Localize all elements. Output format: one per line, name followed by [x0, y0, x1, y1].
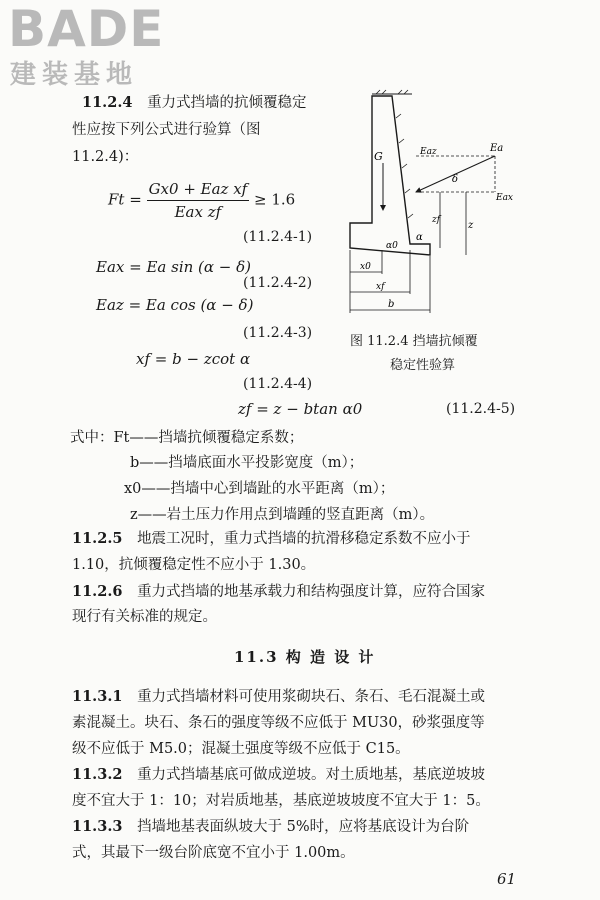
clause-text: 重力式挡墙的抗倾覆稳定	[147, 95, 307, 111]
equation-ft-fraction	[147, 178, 250, 223]
clause-11-3-1-line2: 素混凝土。块石、条石的强度等级不应低于 MU30，砂浆强度等	[72, 715, 485, 731]
clause-11-3-3-line2: 式，其最下一级台阶底宽不宜小于 1.00m。	[72, 845, 355, 861]
label-delta: δ	[452, 174, 459, 185]
clause-11-2-6-line1	[72, 580, 485, 604]
label-alpha0: α0	[386, 241, 398, 251]
clause-number: 11.3.1	[72, 688, 123, 705]
clause-11-2-5-line1	[72, 527, 471, 551]
clause-text: 地震工况时，重力式挡墙的抗滑移稳定系数不应小于	[137, 531, 471, 547]
label-zf: zf	[432, 215, 441, 225]
clause-11-3-3-line1	[72, 815, 469, 839]
equation-zf: zf = z − btan α0	[238, 400, 363, 418]
label-alpha: α	[416, 232, 423, 243]
equation-ft-denominator: Eax zf	[174, 203, 222, 221]
equation-xf: xf = b − zcot α	[136, 350, 251, 368]
label-b: b	[388, 299, 395, 310]
clause-11-3-1-line3: 级不应低于 M5.0；混凝土强度等级不应低于 C15。	[72, 741, 410, 757]
where-z: z——岩土压力作用点到墙踵的竖直距离（m）。	[130, 507, 435, 523]
clause-text: 重力式挡墙基底可做成逆坡。对土质地基，基底逆坡坡	[137, 767, 486, 783]
equation-ft	[108, 178, 295, 223]
equation-ft-numerator: Gx0 + Eaz xf	[147, 178, 250, 201]
equation-number-1: (11.2.4-1)	[243, 229, 313, 245]
logo-wordmark: BADE	[8, 0, 165, 58]
where-intro: 式中：Ft——挡墙抗倾覆稳定系数；	[70, 430, 304, 446]
section-heading: 11.3 构 造 设 计	[234, 648, 376, 666]
clause-11-2-4-line3: 11.2.4)：	[72, 149, 139, 165]
equation-ft-lhs: Ft =	[108, 190, 142, 209]
clause-11-2-6-line2: 现行有关标准的规定。	[72, 609, 217, 625]
equation-number-3: (11.2.4-3)	[243, 325, 313, 341]
clause-11-2-4-line2: 性应按下列公式进行验算（图	[72, 122, 261, 138]
clause-number: 11.3.2	[72, 766, 123, 783]
clause-number: 11.2.4	[82, 94, 133, 111]
clause-number: 11.3.3	[72, 818, 123, 835]
clause-number: 11.2.5	[72, 530, 123, 547]
clause-text: 挡墙地基表面纵坡大于 5%时，应将基底设计为台阶	[137, 819, 470, 835]
clause-11-2-5-line2: 1.10，抗倾覆稳定性不应小于 1.30。	[72, 557, 316, 573]
logo-subtitle: 建装基地	[10, 60, 139, 90]
equation-eax: Eax = Ea sin (α − δ)	[96, 258, 252, 276]
clause-11-3-2-line1	[72, 763, 485, 787]
clause-11-3-1-line1	[72, 685, 485, 709]
clause-text: 重力式挡墙的地基承载力和结构强度计算，应符合国家	[137, 584, 486, 600]
figure-caption-line2: 稳定性验算	[390, 358, 456, 373]
clause-11-2-4-line1	[82, 91, 307, 115]
page-number: 61	[497, 870, 517, 888]
figure-caption-line1: 图 11.2.4 挡墙抗倾覆	[350, 334, 478, 349]
equation-number-5: (11.2.4-5)	[446, 401, 516, 417]
ground-hatch	[376, 90, 408, 94]
label-xf: xf	[376, 282, 385, 292]
clause-text: 重力式挡墙材料可使用浆砌块石、条石、毛石混凝土或	[137, 689, 486, 705]
equation-number-4: (11.2.4-4)	[243, 376, 313, 392]
equation-eaz: Eaz = Ea cos (α − δ)	[96, 296, 254, 314]
label-x0: x0	[360, 262, 371, 272]
clause-11-3-2-line2: 度不宜大于 1：10；对岩质地基，基底逆坡坡度不宜大于 1：5。	[72, 793, 490, 809]
equation-ft-rhs: ≥ 1.6	[254, 190, 296, 209]
clause-number: 11.2.6	[72, 583, 123, 600]
retaining-wall-figure	[330, 88, 530, 328]
label-z: z	[468, 220, 474, 231]
label-eaz: Eaz	[420, 147, 437, 157]
where-b: b——挡墙底面水平投影宽度（m）；	[130, 455, 364, 471]
label-eax: Eax	[496, 193, 514, 203]
label-g: G	[374, 150, 383, 163]
label-ea: Ea	[490, 143, 504, 154]
equation-number-2: (11.2.4-2)	[243, 275, 313, 291]
where-x0: x0——挡墙中心到墙趾的水平距离（m）；	[124, 481, 395, 497]
